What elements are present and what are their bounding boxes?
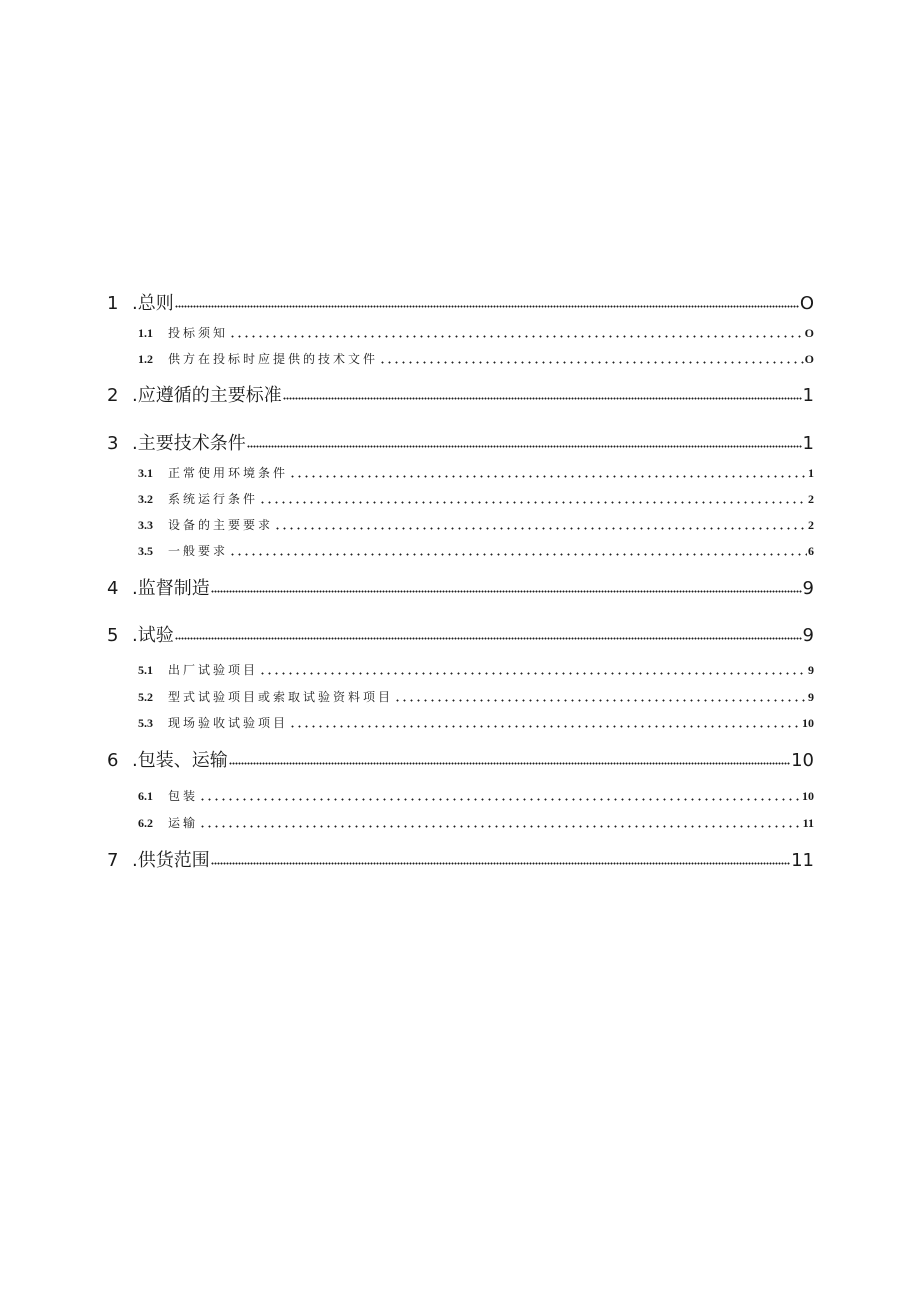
toc-entry-3-3[interactable] xyxy=(138,516,814,534)
dot-leader xyxy=(199,825,802,828)
dot-leader xyxy=(247,445,802,448)
toc-number: 1 xyxy=(107,293,119,314)
toc-entry-5[interactable] xyxy=(107,621,814,645)
dot-leader xyxy=(229,335,804,338)
toc-entry-3[interactable] xyxy=(107,429,814,453)
toc-entry-6-2[interactable] xyxy=(138,814,814,832)
toc-title: .试验 xyxy=(132,625,174,646)
dot-leader xyxy=(259,672,807,675)
toc-page-number: 1 xyxy=(802,433,814,454)
dot-leader xyxy=(259,501,807,504)
toc-entry-3-1[interactable] xyxy=(138,464,814,482)
toc-number: 4 xyxy=(107,578,119,599)
toc-entry-2[interactable] xyxy=(107,381,814,405)
toc-number: 7 xyxy=(107,850,119,871)
toc-title: 型式试验项目或索取试验资料项目 xyxy=(168,690,394,704)
toc-number: 1.1 xyxy=(138,326,153,340)
toc-number: 3.5 xyxy=(138,544,153,558)
toc-entry-7[interactable] xyxy=(107,846,814,870)
toc-entry-4[interactable] xyxy=(107,574,814,598)
toc-number: 6.1 xyxy=(138,789,153,803)
toc-title: .包装、运输 xyxy=(132,750,228,771)
toc-page-number: O xyxy=(799,293,814,314)
toc-page-number: 11 xyxy=(791,850,814,871)
toc-title: 供方在投标时应提供的技术文件 xyxy=(168,352,379,366)
toc-title: .监督制造 xyxy=(132,578,210,599)
toc-page-number: 2 xyxy=(808,518,814,532)
toc-number: 6 xyxy=(107,750,119,771)
toc-page-number: O xyxy=(804,352,814,366)
toc-entry-1[interactable] xyxy=(107,289,814,313)
toc-page-number: O xyxy=(804,326,814,340)
toc-number: 3.3 xyxy=(138,518,153,532)
toc-title: .总则 xyxy=(132,293,174,314)
toc-title: 运输 xyxy=(168,816,199,830)
toc-number: 5 xyxy=(107,625,119,646)
toc-number: 3 xyxy=(107,433,119,454)
toc-page-number: 1 xyxy=(808,466,814,480)
dot-leader xyxy=(175,305,799,308)
toc-title: 现场验收试验项目 xyxy=(168,716,289,730)
toc-page-number: 9 xyxy=(802,625,814,646)
toc-page-number: 10 xyxy=(802,716,814,730)
toc-title: .供货范围 xyxy=(132,850,210,871)
toc-title: 系统运行条件 xyxy=(168,492,259,506)
toc-title: 投标须知 xyxy=(168,326,229,340)
toc-title: 出厂试验项目 xyxy=(168,663,259,677)
toc-number: 5.2 xyxy=(138,690,153,704)
toc-page-number: 10 xyxy=(791,750,814,771)
toc-entry-3-2[interactable] xyxy=(138,490,814,508)
toc-page-number: 11 xyxy=(802,816,814,830)
dot-leader xyxy=(211,590,802,593)
dot-leader xyxy=(289,475,807,478)
dot-leader xyxy=(283,397,802,400)
toc-page-number: 1 xyxy=(802,385,814,406)
dot-leader xyxy=(229,553,807,556)
toc-title: 包装 xyxy=(168,789,199,803)
toc-number: 5.3 xyxy=(138,716,153,730)
dot-leader xyxy=(199,798,801,801)
dot-leader xyxy=(175,637,802,640)
toc-title: 设备的主要要求 xyxy=(168,518,274,532)
toc-entry-5-3[interactable] xyxy=(138,714,814,732)
toc-entry-5-2[interactable] xyxy=(138,688,814,706)
toc-page-number: 10 xyxy=(802,789,814,803)
dot-leader xyxy=(229,762,790,765)
toc-entry-6[interactable] xyxy=(107,746,814,770)
toc-page-number: 2 xyxy=(808,492,814,506)
toc-title: .应遵循的主要标准 xyxy=(132,385,282,406)
toc-entry-3-5[interactable] xyxy=(138,542,814,560)
toc-number: 1.2 xyxy=(138,352,153,366)
toc-number: 2 xyxy=(107,385,119,406)
toc-entry-6-1[interactable] xyxy=(138,787,814,805)
toc-title: 正常使用环境条件 xyxy=(168,466,289,480)
toc-entry-1-2[interactable] xyxy=(138,350,814,368)
toc-number: 5.1 xyxy=(138,663,153,677)
toc-number: 6.2 xyxy=(138,816,153,830)
toc-title: 一般要求 xyxy=(168,544,229,558)
toc-number: 3.1 xyxy=(138,466,153,480)
toc-number: 3.2 xyxy=(138,492,153,506)
dot-leader xyxy=(211,862,790,865)
toc-page-number: 9 xyxy=(808,690,814,704)
toc-page-number: 6 xyxy=(808,544,814,558)
toc-entry-5-1[interactable] xyxy=(138,661,814,679)
dot-leader xyxy=(289,725,801,728)
dot-leader xyxy=(274,527,807,530)
toc-title: .主要技术条件 xyxy=(132,433,246,454)
toc-entry-1-1[interactable] xyxy=(138,324,814,342)
dot-leader xyxy=(379,361,804,364)
toc-page-number: 9 xyxy=(802,578,814,599)
dot-leader xyxy=(394,699,807,702)
toc-page-number: 9 xyxy=(808,663,814,677)
